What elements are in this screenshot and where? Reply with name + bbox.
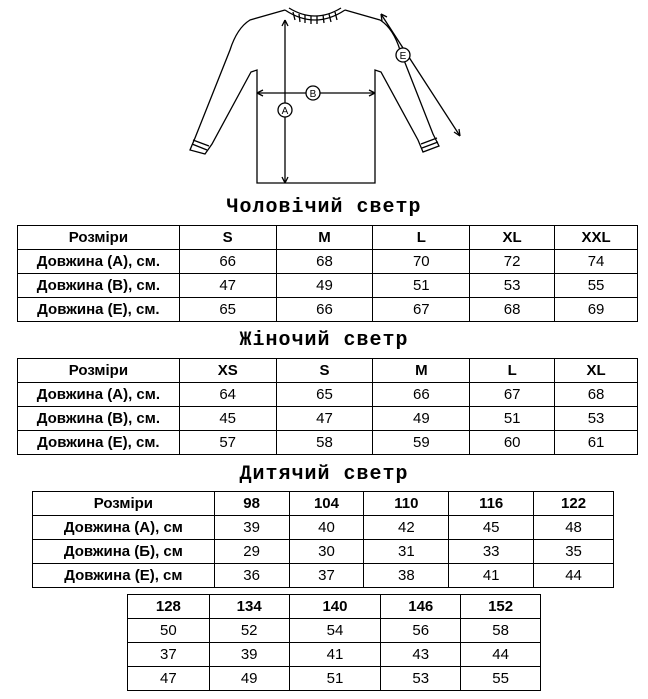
table-cell: 47: [128, 667, 210, 691]
women-header-row: [18, 359, 638, 383]
kids-size-98: 98: [214, 492, 289, 516]
row-label: Довжина (А), см.: [18, 383, 180, 407]
table-cell: 66: [179, 250, 276, 274]
table-cell: 49: [276, 274, 373, 298]
kids-size-134: 134: [209, 595, 289, 619]
women-row-b: [18, 407, 638, 431]
table-cell: 44: [461, 643, 541, 667]
table-cell: 30: [289, 540, 364, 564]
table-cell: 51: [373, 274, 470, 298]
table-cell: 64: [179, 383, 276, 407]
table-cell: 67: [373, 298, 470, 322]
men-size-l: L: [373, 226, 470, 250]
women-size-xl: XL: [555, 359, 638, 383]
row-label: Довжина (А), см: [33, 516, 215, 540]
table-cell: 66: [276, 298, 373, 322]
table-cell: 72: [470, 250, 555, 274]
table-cell: 47: [276, 407, 373, 431]
kids-size-146: 146: [381, 595, 461, 619]
kids-title: Дитячий светр: [239, 463, 409, 486]
table-cell: 68: [276, 250, 373, 274]
table-cell: 53: [470, 274, 555, 298]
table-cell: 69: [555, 298, 638, 322]
kids-header-row: [33, 492, 614, 516]
table-cell: 38: [364, 564, 449, 588]
kids-size-116: 116: [449, 492, 534, 516]
women-size-l: L: [470, 359, 555, 383]
women-size-table: [17, 358, 638, 455]
table-cell: 51: [470, 407, 555, 431]
table-cell: 70: [373, 250, 470, 274]
row-label: Довжина (Б), см: [33, 540, 215, 564]
table-cell: 47: [179, 274, 276, 298]
men-row-b: [18, 274, 638, 298]
sweater-diagram: [185, 0, 465, 192]
table-cell: 49: [373, 407, 470, 431]
men-row-e: [18, 298, 638, 322]
label-b: B: [309, 89, 317, 100]
table-cell: 60: [470, 431, 555, 455]
table-cell: 65: [179, 298, 276, 322]
kids-extra-row-b: [128, 643, 541, 667]
table-cell: 58: [461, 619, 541, 643]
table-cell: 45: [449, 516, 534, 540]
table-cell: 51: [289, 667, 381, 691]
table-cell: 41: [449, 564, 534, 588]
table-cell: 61: [555, 431, 638, 455]
table-cell: 55: [461, 667, 541, 691]
table-cell: 39: [214, 516, 289, 540]
table-cell: 40: [289, 516, 364, 540]
table-cell: 42: [364, 516, 449, 540]
row-label: Довжина (В), см.: [18, 274, 180, 298]
table-cell: 36: [214, 564, 289, 588]
men-size-table: [17, 225, 638, 322]
women-row-e: [18, 431, 638, 455]
men-size-s: S: [179, 226, 276, 250]
table-cell: 52: [209, 619, 289, 643]
women-size-m: M: [373, 359, 470, 383]
label-a: A: [281, 106, 289, 117]
kids-extra-size-table: [127, 594, 541, 691]
table-cell: 55: [555, 274, 638, 298]
table-cell: 29: [214, 540, 289, 564]
kids-extra-row-a: [128, 619, 541, 643]
table-cell: 44: [534, 564, 614, 588]
women-row-a: [18, 383, 638, 407]
table-cell: 66: [373, 383, 470, 407]
kids-size-110: 110: [364, 492, 449, 516]
table-cell: 50: [128, 619, 210, 643]
table-cell: 59: [373, 431, 470, 455]
left-cuff: [192, 140, 209, 150]
table-cell: 33: [449, 540, 534, 564]
table-cell: 43: [381, 643, 461, 667]
row-label: Довжина (А), см.: [18, 250, 180, 274]
table-cell: 68: [470, 298, 555, 322]
table-cell: 57: [179, 431, 276, 455]
table-cell: 45: [179, 407, 276, 431]
table-cell: 37: [128, 643, 210, 667]
table-cell: 67: [470, 383, 555, 407]
women-size-s: S: [276, 359, 373, 383]
men-size-m: M: [276, 226, 373, 250]
table-cell: 68: [555, 383, 638, 407]
row-label: Довжина (В), см.: [18, 407, 180, 431]
row-label: Довжина (Е), см: [33, 564, 215, 588]
women-size-xs: XS: [179, 359, 276, 383]
men-size-xxl: XXL: [555, 226, 638, 250]
measure-e-line: [381, 14, 460, 136]
kids-size-104: 104: [289, 492, 364, 516]
men-row-a: [18, 250, 638, 274]
kids-size-140: 140: [289, 595, 381, 619]
row-label: Довжина (Е), см.: [18, 431, 180, 455]
kids-size-table: [32, 491, 614, 588]
table-cell: 49: [209, 667, 289, 691]
table-cell: 41: [289, 643, 381, 667]
kids-size-152: 152: [461, 595, 541, 619]
table-cell: 65: [276, 383, 373, 407]
table-cell: 74: [555, 250, 638, 274]
table-cell: 35: [534, 540, 614, 564]
table-cell: 58: [276, 431, 373, 455]
men-header-label: Розміри: [18, 226, 180, 250]
table-cell: 31: [364, 540, 449, 564]
kids-size-122: 122: [534, 492, 614, 516]
table-cell: 53: [555, 407, 638, 431]
kids-row-a: [33, 516, 614, 540]
men-title: Чоловічий светр: [226, 196, 422, 219]
kids-size-128: 128: [128, 595, 210, 619]
row-label: Довжина (Е), см.: [18, 298, 180, 322]
kids-extra-row-e: [128, 667, 541, 691]
kids-row-b: [33, 540, 614, 564]
men-header-row: [18, 226, 638, 250]
table-cell: 48: [534, 516, 614, 540]
label-e: E: [399, 51, 407, 62]
kids-extra-header-row: [128, 595, 541, 619]
women-header-label: Розміри: [18, 359, 180, 383]
table-cell: 53: [381, 667, 461, 691]
kids-header-label: Розміри: [33, 492, 215, 516]
men-size-xl: XL: [470, 226, 555, 250]
table-cell: 54: [289, 619, 381, 643]
table-cell: 37: [289, 564, 364, 588]
women-title: Жіночий светр: [239, 329, 409, 352]
kids-row-e: [33, 564, 614, 588]
table-cell: 39: [209, 643, 289, 667]
table-cell: 56: [381, 619, 461, 643]
